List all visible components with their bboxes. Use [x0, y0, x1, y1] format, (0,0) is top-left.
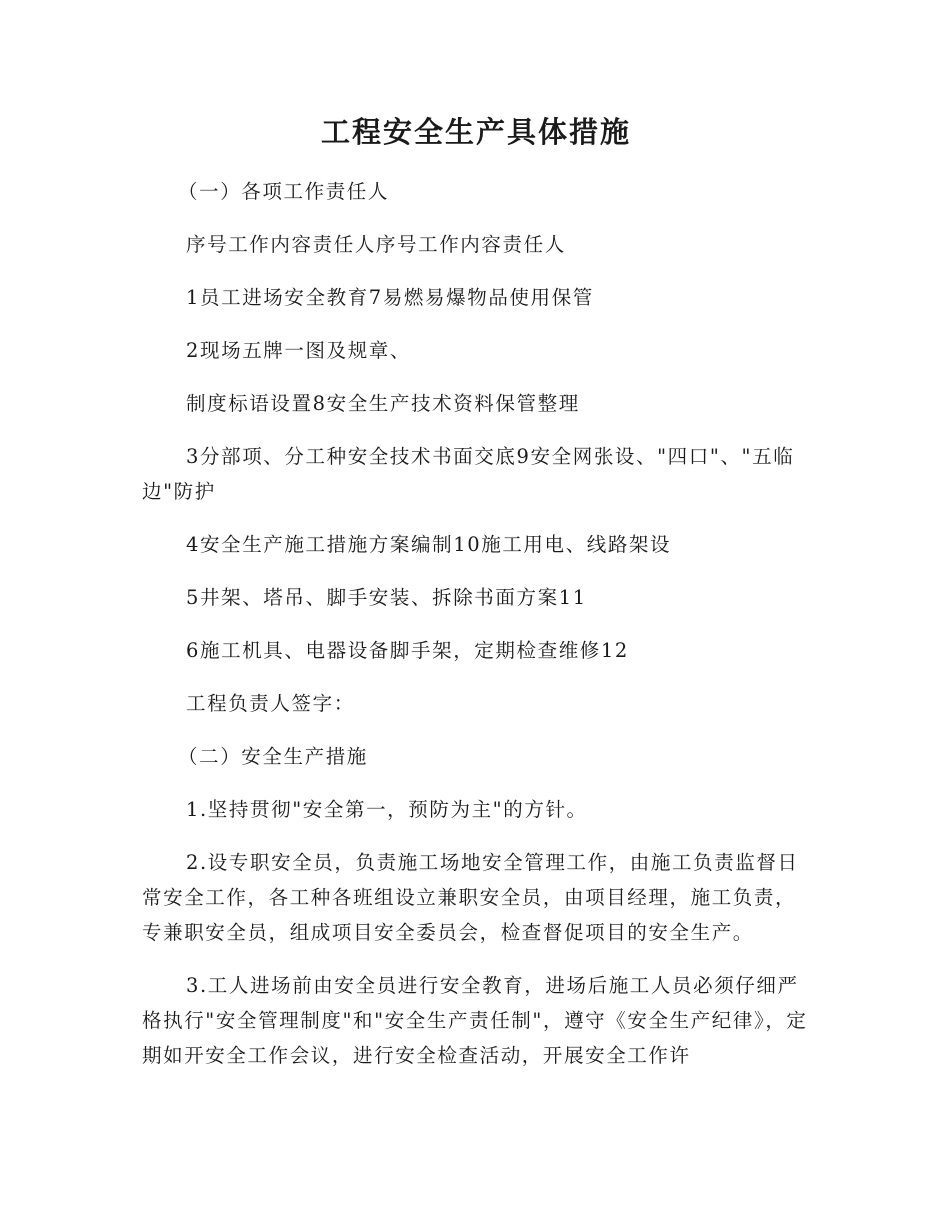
responsibility-item-1: 1员工进场安全教育7易燃易爆物品使用保管	[186, 286, 594, 309]
section-heading-responsibility: （一）各项工作责任人	[178, 180, 390, 203]
responsibility-item-3: 3分部项、分工种安全技术书面交底9安全网张设、"四口"、"五临边"防护	[142, 445, 795, 503]
document-title: 工程安全生产具体措施	[320, 115, 631, 149]
table-header-line: 序号工作内容责任人序号工作内容责任人	[186, 233, 566, 256]
responsibility-item-4: 4安全生产施工措施方案编制10施工用电、线路架设	[186, 533, 672, 556]
responsibility-item-6: 6施工机具、电器设备脚手架，定期检查维修12	[186, 639, 629, 662]
responsibility-item-2-cont: 制度标语设置8安全生产技术资料保管整理	[186, 392, 580, 415]
responsibility-item-5: 5井架、塔吊、脚手安装、拆除书面方案11	[186, 586, 587, 609]
signature-line: 工程负责人签字：	[186, 692, 355, 715]
responsibility-item-2: 2现场五牌一图及规章、	[186, 339, 412, 362]
measure-paragraph-1: 1.坚持贯彻"安全第一，预防为主"的方针。	[186, 798, 588, 821]
section-heading-measures: （二）安全生产措施	[178, 745, 368, 768]
measure-paragraph-3: 3.工人进场前由安全员进行安全教育，进场后施工人员必须仔细严格执行"安全管理制度"和"安全生产责任制"，遵守《安全生产纪律》，定期如开安全工作会议，进行安全检查活动，开展安全工作许	[142, 974, 808, 1067]
measure-paragraph-2: 2.设专职安全员，负责施工场地安全管理工作，由施工负责监督日常安全工作，各工种各班组设立兼职安全员，由项目经理，施工负责，专兼职安全员，组成项目安全委员会，检查督促项目的安全生产。	[142, 851, 799, 944]
